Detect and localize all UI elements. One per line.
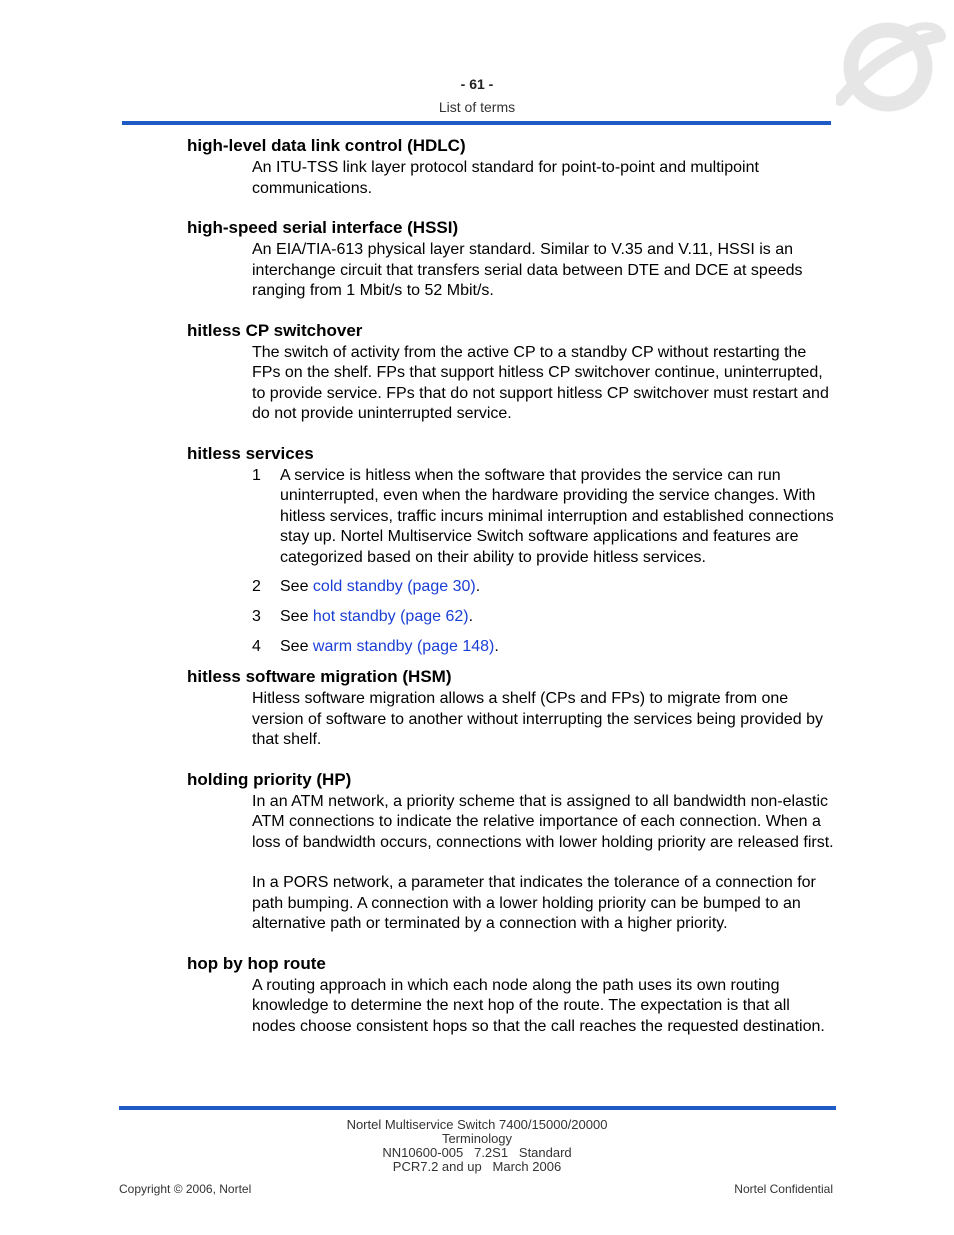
definition-list	[252, 466, 837, 658]
punctuation: .	[468, 608, 474, 625]
section-name: List of terms	[438, 99, 516, 115]
list-item	[252, 466, 837, 569]
glossary-entry-hssi	[187, 218, 837, 302]
footer-confidential: Nortel Confidential	[734, 1182, 833, 1196]
term-heading: high-speed serial interface (HSSI)	[187, 218, 459, 237]
term-heading: hitless software migration (HSM)	[187, 667, 452, 686]
see-prefix: See	[280, 578, 313, 595]
term-definition: In an ATM network, a priority scheme that is assigned to all bandwidth non-elastic ATM connections to indicate the relative importance of each connection. When a loss of bandwidth occurs, connections with lower holding priority are released first.	[252, 792, 834, 851]
list-number: 2	[252, 578, 261, 595]
term-definition: An EIA/TIA-613 physical layer standard. Similar to V.35 and V.11, HSSI is an interchange circuit that transfers serial data between DTE and DCE at speeds ranging from 1 Mbit/s to 52 Mbit/s.	[252, 241, 803, 299]
footer-copyright: Copyright © 2006, Nortel	[119, 1182, 252, 1196]
cold-standby-link[interactable]: cold standby (page 30)	[312, 578, 476, 595]
term-heading: hitless services	[187, 443, 314, 463]
term-definition: A routing approach in which each node along the path uses its own routing knowledge to determine the next hop of the route. The expectation is that all nodes choose consistent hops so that the call reaches the requested destination.	[252, 976, 825, 1035]
glossary-entry-holding-priority	[187, 770, 837, 935]
footer-product: Nortel Multiservice Switch 7400/15000/20000	[346, 1117, 608, 1132]
nortel-globe-icon	[836, 14, 946, 119]
list-item	[252, 607, 837, 628]
list-text	[280, 577, 837, 598]
footer-rule	[119, 1106, 836, 1110]
glossary-entry-hitless-services	[187, 444, 837, 658]
term-definition: In a PORS network, a parameter that indicates the tolerance of a connection for path bumping. A connection with a lower holding priority can be bumped to an alternative path or terminated by a connection with a higher priority.	[252, 874, 816, 932]
footer-doc-title: Terminology	[441, 1131, 513, 1146]
term-heading: hitless CP switchover	[187, 320, 363, 340]
see-prefix: See	[280, 638, 313, 655]
term-definition: Hitless software migration allows a shelf (CPs and FPs) to migrate from one version of software to another without interrupting the services being provided by that shelf.	[252, 690, 823, 748]
list-number: 3	[252, 608, 261, 625]
punctuation: .	[494, 638, 499, 655]
list-text	[280, 607, 837, 628]
list-number: 4	[252, 638, 261, 655]
term-heading: high-level data link control (HDLC)	[187, 136, 466, 155]
page-number: - 61 -	[460, 76, 494, 92]
glossary-entry-hdlc	[187, 136, 837, 199]
see-prefix: See	[280, 608, 313, 625]
term-definition: An ITU-TSS link layer protocol standard for point-to-point and multipoint communications.	[252, 159, 759, 197]
hot-standby-link[interactable]: hot standby (page 62)	[312, 608, 469, 625]
glossary-entry-hitless-cp-switchover	[187, 321, 837, 425]
list-number: 1	[252, 466, 261, 484]
footer-doc-info	[0, 1118, 954, 1174]
glossary-entry-hsm	[187, 667, 837, 751]
header-rule	[122, 121, 831, 125]
warm-standby-link[interactable]: warm standby (page 148)	[312, 638, 495, 655]
term-heading: hop by hop route	[187, 953, 326, 973]
term-definition: The switch of activity from the active CP to a standby CP without restarting the FPs on the shelf. FPs that support hitless CP switchover continue, uninterrupted, to provide service. FPs that do not support hitless CP switchover must restart and do not provide uninterrupted service.	[252, 343, 829, 422]
term-heading: holding priority (HP)	[187, 769, 352, 789]
footer-release: PCR7.2 and up March 2006	[392, 1159, 562, 1174]
footer-doc-number: NN10600-005 7.2S1 Standard	[382, 1145, 572, 1160]
list-text	[280, 637, 837, 658]
glossary-entry-hop-by-hop-route	[187, 954, 837, 1038]
glossary-content	[187, 136, 837, 1056]
list-text: A service is hitless when the software that provides the service can run uninterrupted, even when the hardware providing the service changes. With hitless services, traffic incurs minimal interruption and established connections stay up. Nortel Multiservice Switch software applications and features are categorized based on their ability to provide hitless services.	[280, 466, 834, 566]
list-item	[252, 637, 837, 658]
punctuation: .	[475, 578, 481, 595]
list-item	[252, 577, 837, 598]
